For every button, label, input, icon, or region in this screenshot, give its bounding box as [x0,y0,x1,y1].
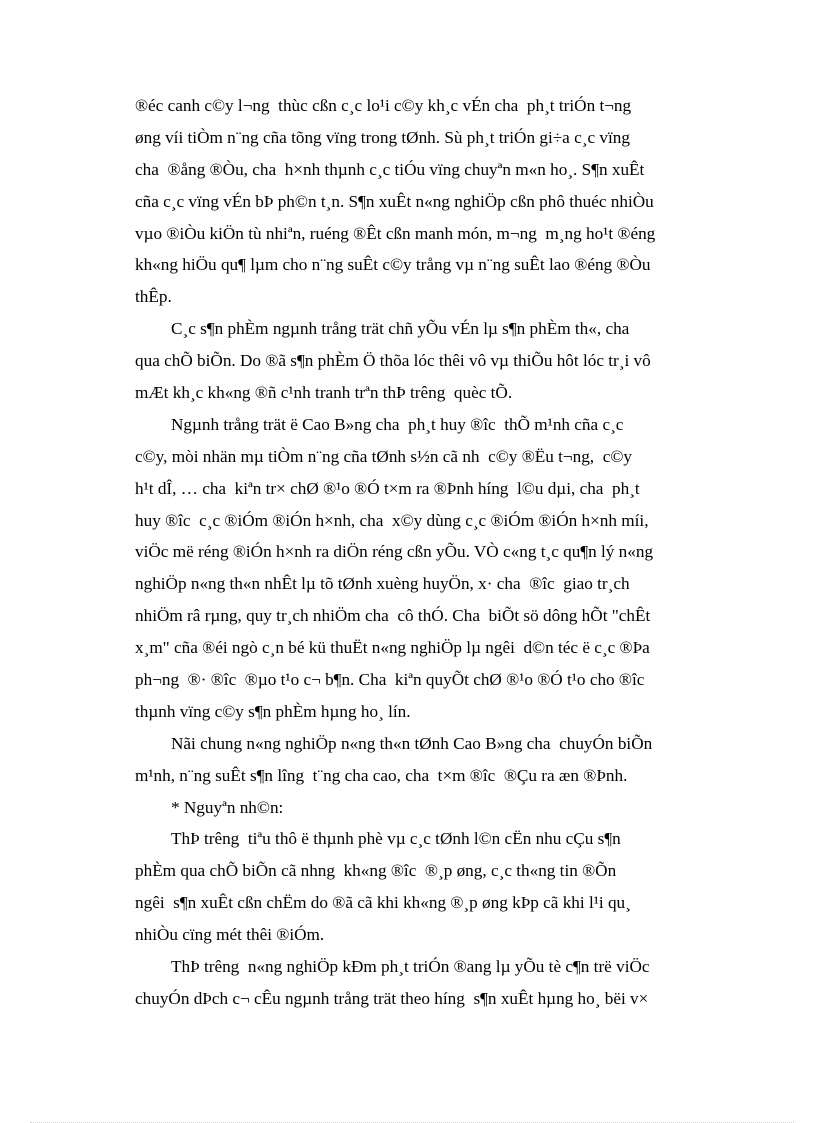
paragraph-start-line: ThÞ trêng tiªu thô ë thµnh phè vµ c¸c tØnh l©n cËn nhu cÇu s¶n [171,829,621,849]
text-line: vµo ®iÒu kiÖn tù nhiªn, ruéng ®Êt cßn manh món, m¬ng m¸ng ho¹t ®éng [135,223,656,243]
body-text [135,90,719,1015]
text-line: cha ®ång ®Òu, cha h×nh thµnh c¸c tiÓu vïng chuyªn m«n ho¸. S¶n xuÊt [135,159,645,179]
text-line: huy ®îc c¸c ®iÓm ®iÓn h×nh, cha x©y dùng c¸c ®iÓm ®iÓn h×nh míi, [135,510,649,530]
text-line: ph¬ng ®· ®îc ®µo t¹o c¬ b¶n. Cha kiªn quyÕt chØ ®¹o ®Ó t¹o cho ®îc [135,670,645,690]
text-line: thÊp. [135,287,172,307]
text-line: øng víi tiÒm n¨ng cña tõng vïng trong tØnh. Sù ph¸t triÓn gi÷a c¸c vïng [135,127,630,147]
text-line: x¸m" cña ®éi ngò c¸n bé kü thuËt n«ng nghiÖp lµ ngêi d©n téc ë c¸c ®Þa [135,638,650,658]
paragraph-start-line: Ngµnh trång trät ë Cao B»ng cha ph¸t huy ®îc thÕ m¹nh cña c¸c [171,414,624,434]
text-line: nghiÖp n«ng th«n nhÊt lµ tõ tØnh xuèng huyÖn, x· cha ®îc giao tr¸ch [135,574,630,594]
paragraph-start-line: Nãi chung n«ng nghiÖp n«ng th«n tØnh Cao B»ng cha chuyÓn biÕn [171,733,653,753]
paragraph-start-line: C¸c s¶n phÈm ngµnh trång trät chñ yÕu vÉn lµ s¶n phÈm th«, cha [171,319,630,339]
text-line: kh«ng hiÖu qu¶ lµm cho n¨ng suÊt c©y trång vµ n¨ng suÊt lao ®éng ®Òu [135,255,651,275]
text-line: chuyÓn dÞch c¬ cÊu ngµnh trång trät theo híng s¶n xuÊt hµng ho¸ bëi v× [135,988,649,1008]
text-line: m¹nh, n¨ng suÊt s¶n lîng t¨ng cha cao, cha t×m ®îc ®Çu ra æn ®Þnh. [135,765,628,785]
text-line: nhiÖm râ rµng, quy tr¸ch nhiÖm cha cô thÓ. Cha biÕt sö dông hÕt "chÊt [135,606,651,626]
text-line: thµnh vïng c©y s¶n phÈm hµng ho¸ lín. [135,701,411,721]
text-line: viÖc më réng ®iÓn h×nh ra diÖn réng cßn yÕu. VÒ c«ng t¸c qu¶n lý n«ng [135,542,654,562]
text-line: mÆt kh¸c kh«ng ®ñ c¹nh tranh trªn thÞ trêng quèc tÕ. [135,383,513,403]
text-line: cña c¸c vïng vÉn bÞ ph©n t¸n. S¶n xuÊt n«ng nghiÖp cßn phô thuéc nhiÒu [135,191,654,211]
text-line: nhiÒu cïng mét thêi ®iÓm. [135,925,325,945]
section-heading-line: * Nguyªn nh©n: [171,797,284,817]
paragraph-start-line: ThÞ trêng n«ng nghiÖp kÐm ph¸t triÓn ®ang lµ yÕu tè c¶n trë viÖc [171,957,650,977]
text-line: phÈm qua chÕ biÕn cã nhng kh«ng ®îc ®¸p øng, c¸c th«ng tin ®Õn [135,861,617,881]
text-line: ngêi s¶n xuÊt cßn chËm do ®ã cã khi kh«ng ®¸p øng kÞp cã khi l¹i qu¸ [135,893,631,913]
text-line: h¹t dÎ, … cha kiªn tr× chØ ®¹o ®Ó t×m ra ®Þnh híng l©u dµi, cha ph¸t [135,478,640,498]
text-line: ®éc canh c©y l¬ng thùc cßn c¸c lo¹i c©y kh¸c vÉn cha ph¸t triÓn t¬ng [135,96,632,115]
text-line: c©y, mòi nhän mµ tiÒm n¨ng cña tØnh s½n cã nh c©y ®Ëu t¬ng, c©y [135,446,632,466]
text-line: qua chÕ biÕn. Do ®ã s¶n phÈm Ö thõa lóc thêi vô vµ thiÕu hôt lóc tr¸i vô [135,351,651,371]
